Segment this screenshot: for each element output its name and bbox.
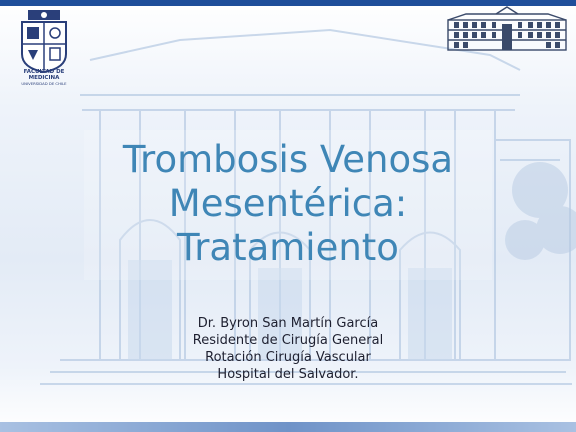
title-line-2: Mesentérica: <box>168 182 408 225</box>
bottom-accent-bar <box>0 422 576 432</box>
author-name: Dr. Byron San Martín García <box>197 316 379 331</box>
university-name: UNIVERSIDAD DE CHILE <box>21 80 67 86</box>
title-line-1: Trombosis Venosa <box>122 138 454 181</box>
faculty-logo-caption <box>12 70 76 86</box>
title-line-3: Tratamiento <box>177 226 399 269</box>
author-hospital: Hospital del Salvador. <box>217 367 359 382</box>
faculty-name: FACULTAD DE MEDICINA <box>23 69 65 81</box>
hospital-building-logo <box>446 6 568 52</box>
slide-title <box>90 138 486 270</box>
author-info <box>150 315 426 383</box>
author-role: Residente de Cirugía General <box>192 333 384 348</box>
author-rotation: Rotación Cirugía Vascular <box>205 350 371 365</box>
